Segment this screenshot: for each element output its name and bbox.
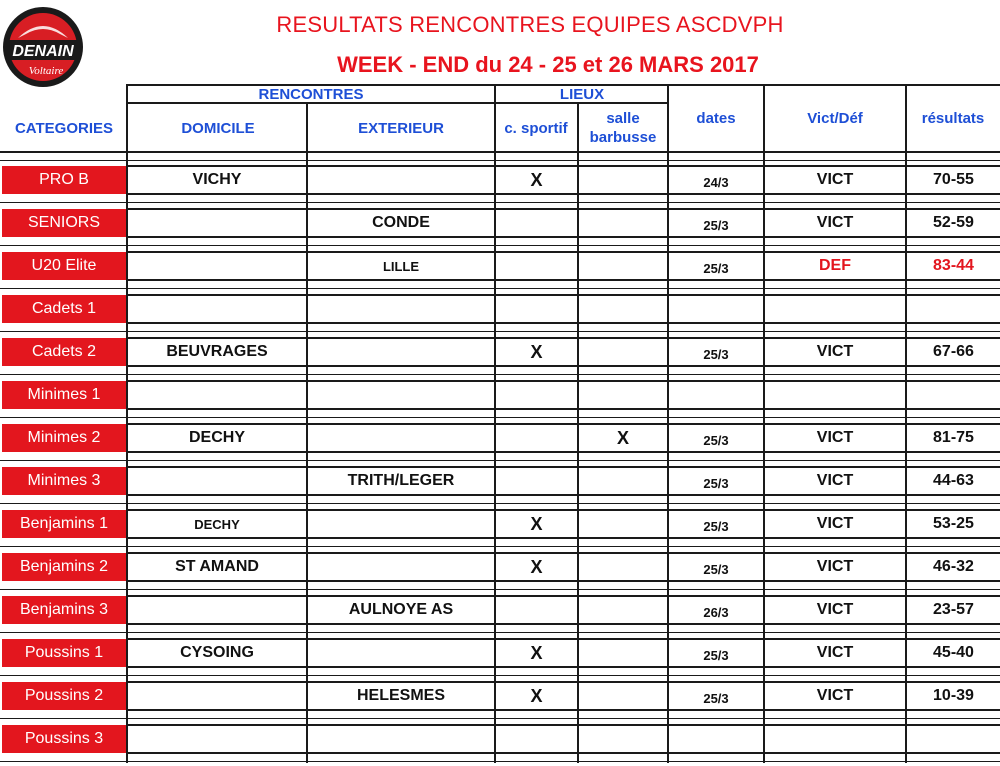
row-line [0, 331, 1000, 332]
category-label: Benjamins 2 [2, 553, 126, 581]
category-label: Benjamins 3 [2, 596, 126, 624]
row-line [128, 709, 1000, 711]
row-line [0, 503, 1000, 504]
row-line [128, 365, 1000, 367]
category-label: Cadets 2 [2, 338, 126, 366]
row-line [128, 509, 1000, 511]
row-line [128, 279, 1000, 281]
cell-vict-def: VICT [816, 601, 854, 618]
row-line [128, 580, 1000, 582]
cell-resultat: 52-59 [933, 214, 974, 231]
row-line [128, 408, 1000, 410]
row-line [128, 552, 1000, 554]
cell-vict-def: DEF [819, 257, 851, 274]
col-header-barbusse: barbusse [589, 129, 657, 146]
cell-c-sportif: X [530, 514, 543, 534]
club-logo-icon [0, 4, 86, 90]
row-line [0, 202, 1000, 203]
cell-vict-def: VICT [816, 429, 854, 446]
page-subtitle: WEEK - END du 24 - 25 et 26 MARS 2017 [337, 52, 759, 77]
cell-resultat: 44-63 [933, 472, 974, 489]
cell-resultat: 83-44 [933, 257, 974, 274]
cell-resultat: 46-32 [933, 558, 974, 575]
cell-vict-def: VICT [816, 343, 854, 360]
category-label: Cadets 1 [2, 295, 126, 323]
cell-domicile: DECHY [188, 429, 245, 446]
cell-c-sportif: X [530, 686, 543, 706]
row-line [128, 423, 1000, 425]
col-header-lieux: LIEUX [559, 86, 605, 103]
cell-c-sportif: X [530, 170, 543, 190]
cell-resultat: 23-57 [933, 601, 974, 618]
row-line [128, 208, 1000, 210]
category-label: Poussins 1 [2, 639, 126, 667]
logo-text: DENAIN [12, 43, 74, 60]
cell-date: 25/3 [703, 648, 729, 663]
cell-date: 25/3 [703, 519, 729, 534]
col-header-domicile: DOMICILE [181, 120, 255, 137]
header-bottom-line [0, 151, 1000, 153]
row-line [128, 623, 1000, 625]
cell-date: 25/3 [703, 476, 729, 491]
cell-vict-def: VICT [816, 515, 854, 532]
row-line [128, 165, 1000, 167]
cell-resultat: 70-55 [933, 171, 974, 188]
category-label: Minimes 1 [2, 381, 126, 409]
cell-domicile: VICHY [192, 171, 242, 188]
cell-c-sportif: X [530, 643, 543, 663]
col-header-categories: CATEGORIES [14, 120, 114, 137]
row-line [128, 337, 1000, 339]
cell-domicile: ST AMAND [175, 558, 259, 575]
cell-date: 26/3 [703, 605, 729, 620]
category-label: Minimes 2 [2, 424, 126, 452]
col-header-salle: salle [606, 110, 640, 127]
cell-exterieur: LILLE [382, 259, 420, 274]
cell-domicile: CYSOING [180, 644, 254, 661]
category-label: Minimes 3 [2, 467, 126, 495]
row-line [0, 546, 1000, 547]
row-line [128, 251, 1000, 253]
category-label: U20 Elite [2, 252, 126, 280]
cell-vict-def: VICT [816, 472, 854, 489]
col-header-resultats: résultats [921, 110, 985, 127]
category-label: SENIORS [2, 209, 126, 237]
category-label: PRO B [2, 166, 126, 194]
row-line [128, 451, 1000, 453]
col-header-rencontres: RENCONTRES [258, 86, 364, 103]
cell-c-sportif: X [530, 557, 543, 577]
cell-date: 25/3 [703, 691, 729, 706]
row-line [128, 638, 1000, 640]
row-line [128, 681, 1000, 683]
row-line [0, 761, 1000, 762]
row-line [128, 236, 1000, 238]
row-line [0, 718, 1000, 719]
row-line [128, 494, 1000, 496]
cell-date: 25/3 [703, 433, 729, 448]
col-header-vict-def: Vict/Déf [807, 110, 863, 127]
row-line [128, 595, 1000, 597]
category-label: Benjamins 1 [2, 510, 126, 538]
row-line [0, 675, 1000, 676]
cell-exterieur: HELESMES [356, 687, 445, 704]
row-line [128, 466, 1000, 468]
row-line [0, 374, 1000, 375]
row-line [0, 288, 1000, 289]
row-line [128, 380, 1000, 382]
cell-exterieur: TRITH/LEGER [347, 472, 455, 489]
cell-vict-def: VICT [816, 644, 854, 661]
row-line [0, 632, 1000, 633]
category-label: Poussins 2 [2, 682, 126, 710]
cell-exterieur: CONDE [372, 214, 430, 231]
col-header-c-sportif: c. sportif [504, 120, 568, 137]
cell-vict-def: VICT [816, 171, 854, 188]
cell-resultat: 45-40 [933, 644, 974, 661]
cell-date: 25/3 [703, 218, 729, 233]
cell-vict-def: VICT [816, 687, 854, 704]
header-under-line [0, 160, 1000, 161]
cell-exterieur: AULNOYE AS [348, 601, 454, 618]
row-line [128, 537, 1000, 539]
cell-vict-def: VICT [816, 558, 854, 575]
row-line [0, 589, 1000, 590]
cell-c-sportif: X [530, 342, 543, 362]
row-line [128, 322, 1000, 324]
row-line [128, 294, 1000, 296]
category-label: Poussins 3 [2, 725, 126, 753]
cell-date: 24/3 [703, 175, 729, 190]
row-line [128, 193, 1000, 195]
cell-vict-def: VICT [816, 214, 854, 231]
cell-domicile: DECHY [194, 517, 240, 532]
cell-date: 25/3 [703, 347, 729, 362]
cell-salle-barbusse: X [616, 428, 629, 448]
cell-date: 25/3 [703, 261, 729, 276]
row-line [128, 752, 1000, 754]
logo-subtext: Voltaire [28, 65, 64, 77]
row-line [0, 460, 1000, 461]
page-title: RESULTATS RENCONTRES EQUIPES ASCDVPH [276, 12, 784, 37]
cell-resultat: 67-66 [933, 343, 974, 360]
col-header-dates: dates [696, 110, 736, 127]
cell-resultat: 10-39 [933, 687, 974, 704]
row-line [128, 666, 1000, 668]
row-line [0, 245, 1000, 246]
row-line [0, 417, 1000, 418]
cell-resultat: 81-75 [933, 429, 974, 446]
cell-resultat: 53-25 [933, 515, 974, 532]
col-header-exterieur: EXTERIEUR [358, 120, 444, 137]
row-line [128, 724, 1000, 726]
cell-domicile: BEUVRAGES [166, 343, 268, 360]
cell-date: 25/3 [703, 562, 729, 577]
